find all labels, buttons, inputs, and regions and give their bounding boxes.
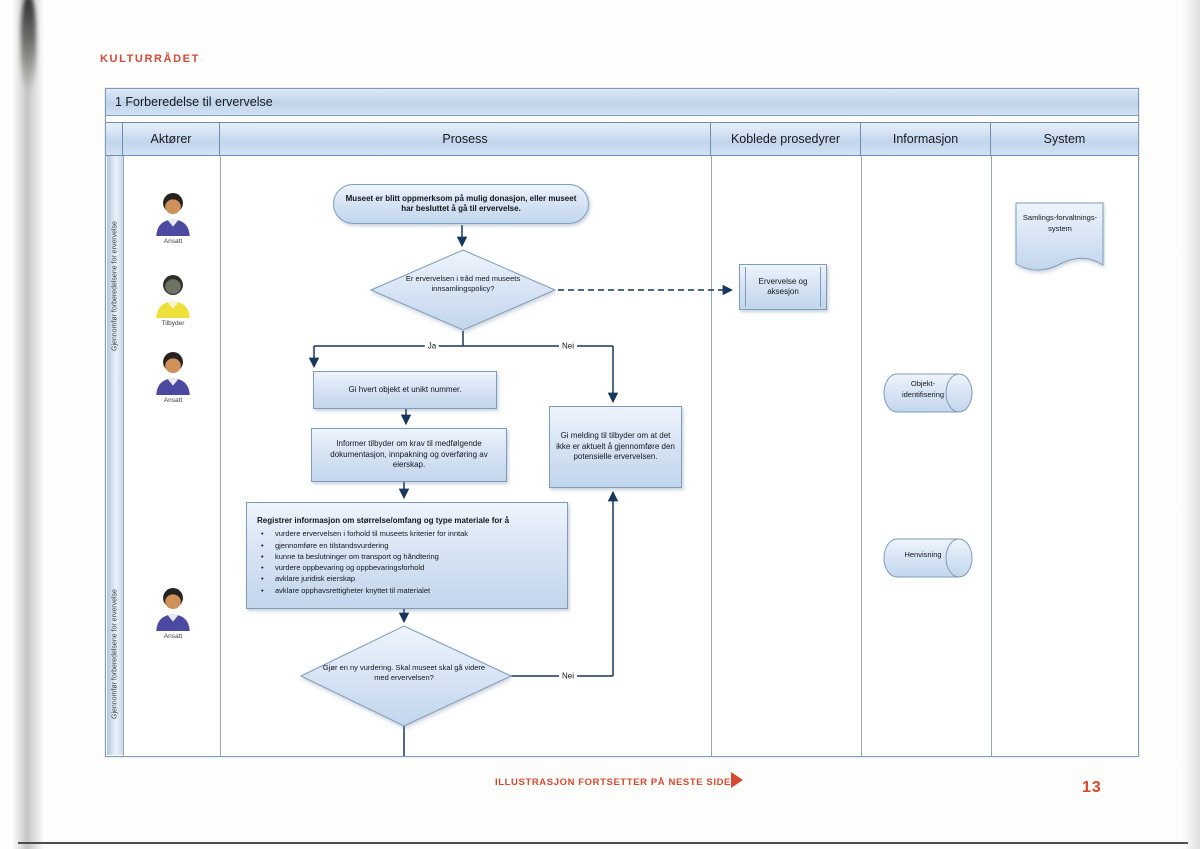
scan-smudge — [21, 0, 36, 91]
diagram-title: 1 Forberedelse til ervervelse — [106, 89, 1138, 116]
column-header-system: System — [991, 123, 1138, 155]
edge-label-nei-2: Nei — [559, 672, 577, 681]
actor-label: Ansatt — [163, 238, 183, 245]
linked-procedure-text: Ervervelse og aksesjon — [758, 276, 808, 296]
info-store2-label: Henvisning — [904, 550, 942, 559]
person-icon — [154, 192, 192, 236]
edge-label-ja: Ja — [425, 342, 439, 351]
column-header-aktorer: Aktører — [123, 123, 220, 155]
person-icon — [154, 351, 192, 395]
start-node: Museet er blitt oppmerksom på mulig donasjon, eller museet har besluttet å gå til ervervelse. — [333, 184, 589, 224]
actor-label: Ansatt — [163, 397, 183, 404]
column-header-koblede-prosedyrer: Koblede prosedyrer — [711, 123, 861, 155]
actor-ansatt-1 — [143, 192, 203, 245]
system-doc-label: Samlings-forvaltnings-system — [1022, 213, 1098, 233]
register-bullet: • vurdere oppbevaring og oppbevaringsforhold — [257, 562, 424, 573]
register-title: Registrer informasjon om størrelse/omfang og type materiale for å — [257, 516, 510, 526]
info-store1-label: Objekt-identifisering — [901, 379, 945, 399]
notify-no-node: Gi melding til tilbyder om at det ikke er aktuelt å gjennomføre den potensielle ervervelsen. — [549, 406, 682, 488]
register-bullet: • avklare opphavsrettigheter knyttet til materialet — [257, 585, 430, 596]
continuation-note: ILLUSTRASJON FORTSETTER PÅ NESTE SIDE — [495, 777, 731, 788]
page-number: 13 — [1082, 779, 1102, 796]
register-bullet: • avklare juridisk eierskap — [257, 573, 355, 584]
scan-bottom-edge — [18, 842, 1188, 844]
inform-offerer-node: Informer tilbyder om krav til medfølgende dokumentasjon, innpakning og overføring av eierskap. — [311, 428, 507, 482]
assign-number-node: Gi hvert objekt et unikt nummer. — [313, 371, 497, 409]
actor-label: Ansatt — [163, 633, 183, 640]
book-spine-shadow — [12, 0, 46, 849]
swimlane-label-1: Gjennomfør forberedelsene for ervervelse — [111, 221, 119, 351]
continuation-arrow-icon — [731, 772, 743, 788]
person-icon — [154, 587, 192, 631]
column-header-informasjon: Informasjon — [861, 123, 991, 155]
brand-logo-text: KULTURRÅDET — [100, 53, 200, 65]
actor-label: Tilbyder — [161, 320, 185, 327]
person-icon — [154, 274, 192, 318]
subprocess-marker — [745, 267, 746, 307]
register-bullet: • gjennomføre en tilstandsvurdering — [257, 540, 388, 551]
swimlane-label-2: Gjennomfør forberedelsene for ervervelse — [111, 589, 119, 719]
edge-label-nei-1: Nei — [559, 342, 577, 351]
decision1-text: Er ervervelsen i tråd med museets innsamlingspolicy? — [405, 274, 521, 294]
register-bullet: • kunne ta beslutninger om transport og håndtering — [257, 551, 439, 562]
register-bullet: • vurdere ervervelsen i forhold til museets kriterier for inntak — [257, 528, 468, 539]
scan-right-shade — [1182, 0, 1200, 849]
diagram-frame — [105, 88, 1139, 757]
subprocess-marker — [820, 267, 821, 307]
actor-tilbyder — [143, 274, 203, 327]
register-info-node — [246, 502, 568, 609]
actor-ansatt-3 — [143, 587, 203, 640]
linked-procedure-node — [739, 264, 827, 310]
actor-ansatt-2 — [143, 351, 203, 404]
column-header-prosess: Prosess — [220, 123, 711, 155]
decision2-text: Gjør en ny vurdering. Skal museet skal gå videre med ervervelsen? — [322, 663, 486, 683]
